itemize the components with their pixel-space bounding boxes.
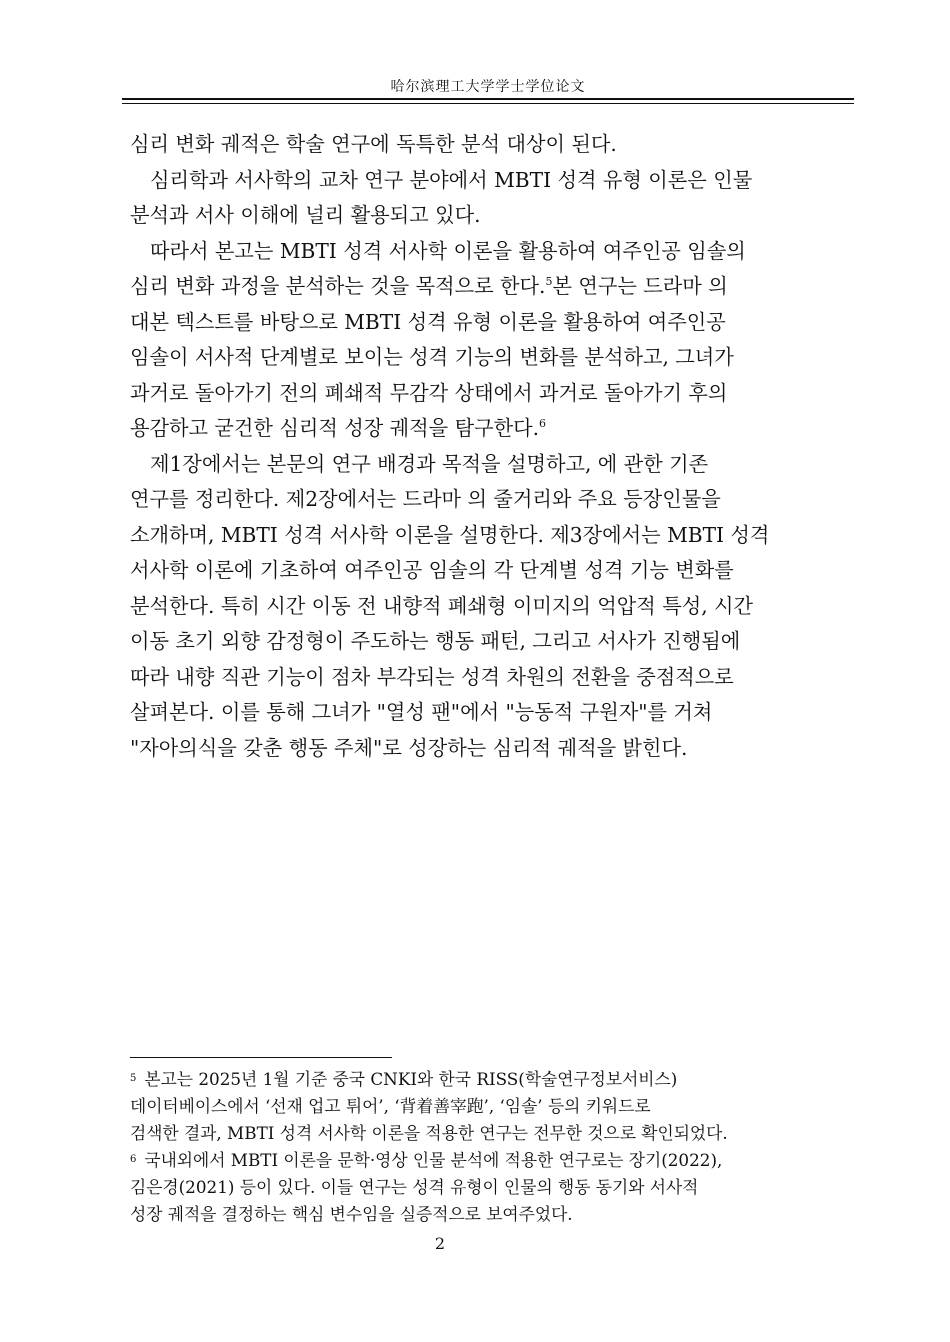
body-line: 살펴본다. 이를 통해 그녀가 "열성 팬"에서 "능동적 구원자"를 거쳐: [130, 700, 713, 724]
footnote-5-mark: 5: [130, 1073, 137, 1084]
footnote-5-line: [130, 1066, 848, 1093]
footnote-5-line: 검색한 결과, MBTI 성격 서사학 이론을 적용한 연구는 전무한 것으로 확인되었다.: [130, 1123, 728, 1143]
body-line: 분석한다. 특히 시간 이동 전 내향적 폐쇄형 이미지의 억압적 특성, 시간: [130, 593, 754, 618]
footnote-6-line: [130, 1147, 848, 1174]
body-line-part: 심리 변화 과정을 분석하는 것을 목적으로 한다.: [130, 274, 546, 298]
footnote-ref-6[interactable]: 6: [539, 417, 547, 430]
body-line-part: 본 연구는 드라마 의: [552, 274, 728, 298]
footnote-6-line: 김은경(2021) 등이 있다. 이들 연구는 성격 유형이 인물의 행동 동기와 서사적: [130, 1177, 699, 1197]
body-line: [130, 269, 848, 305]
body-line: 심리학과 서사학의 교차 연구 분야에서 MBTI 성격 유형 이론은 인물: [150, 167, 753, 192]
body-line: 이동 초기 외향 감정형이 주도하는 행동 패턴, 그리고 서사가 진행됨에: [130, 629, 741, 653]
body-text: [130, 127, 848, 766]
body-line: 제1장에서는 본문의 연구 배경과 목적을 설명하고, 에 관한 기존: [150, 451, 709, 476]
body-line: 임솔이 서사적 단계별로 보이는 성격 기능의 변화를 분석하고, 그녀가: [130, 345, 734, 369]
body-line: 심리 변화 궤적은 학술 연구에 독특한 분석 대상이 된다.: [130, 132, 617, 156]
footnote-6-mark: 6: [130, 1154, 137, 1165]
running-header: 哈尔滨理工大学学士学位论文: [390, 79, 586, 95]
body-line: 서사학 이론에 기초하여 여주인공 임솔의 각 단계별 성격 기능 변화를: [130, 558, 734, 582]
footnote-5-line: 데이터베이스에서 ‘선재 업고 튀어’, ‘背着善宰跑’, ‘임솔’ 등의 키워드로: [130, 1096, 651, 1116]
body-line: 소개하며, MBTI 성격 서사학 이론을 설명한다. 제3장에서는 MBTI 성격: [130, 522, 770, 547]
footnote-6-text: 국내외에서 MBTI 이론을 문학·영상 인물 분석에 적용한 연구로는 장기(2022),: [144, 1150, 723, 1170]
body-line-part: 용감하고 굳건한 심리적 성장 궤적을 탐구한다.: [130, 416, 540, 440]
body-line: 연구를 정리한다. 제2장에서는 드라마 의 줄거리와 주요 등장인물을: [130, 487, 721, 511]
page-number: 2: [434, 1234, 446, 1253]
footnote-6-line: 성장 궤적을 결정하는 핵심 변수임을 실증적으로 보여주었다.: [130, 1204, 573, 1224]
footnote-5-text: 본고는 2025년 1월 기준 중국 CNKI와 한국 RISS(학술연구정보서비스): [144, 1069, 678, 1089]
footnotes: [130, 1066, 848, 1228]
footnote-ref-5[interactable]: 5: [545, 275, 553, 288]
body-line: [130, 411, 848, 447]
body-line: "자아의식을 갖춘 행동 주체"로 성장하는 심리적 궤적을 밝힌다.: [130, 735, 688, 760]
header-rule-thick: [122, 98, 854, 100]
body-line: 따라 내향 직관 기능이 점차 부각되는 성격 차원의 전환을 중점적으로: [130, 664, 734, 689]
body-line: 대본 텍스트를 바탕으로 MBTI 성격 유형 이론을 활용하여 여주인공: [130, 309, 726, 334]
header-rule-thin: [122, 103, 854, 104]
body-line: 과거로 돌아가기 전의 폐쇄적 무감각 상태에서 과거로 돌아가기 후의: [130, 380, 728, 405]
footnote-separator: [130, 1057, 392, 1058]
body-line: 분석과 서사 이해에 널리 활용되고 있다.: [130, 203, 481, 227]
body-line: 따라서 본고는 MBTI 성격 서사학 이론을 활용하여 여주인공 임솔의: [150, 238, 746, 263]
